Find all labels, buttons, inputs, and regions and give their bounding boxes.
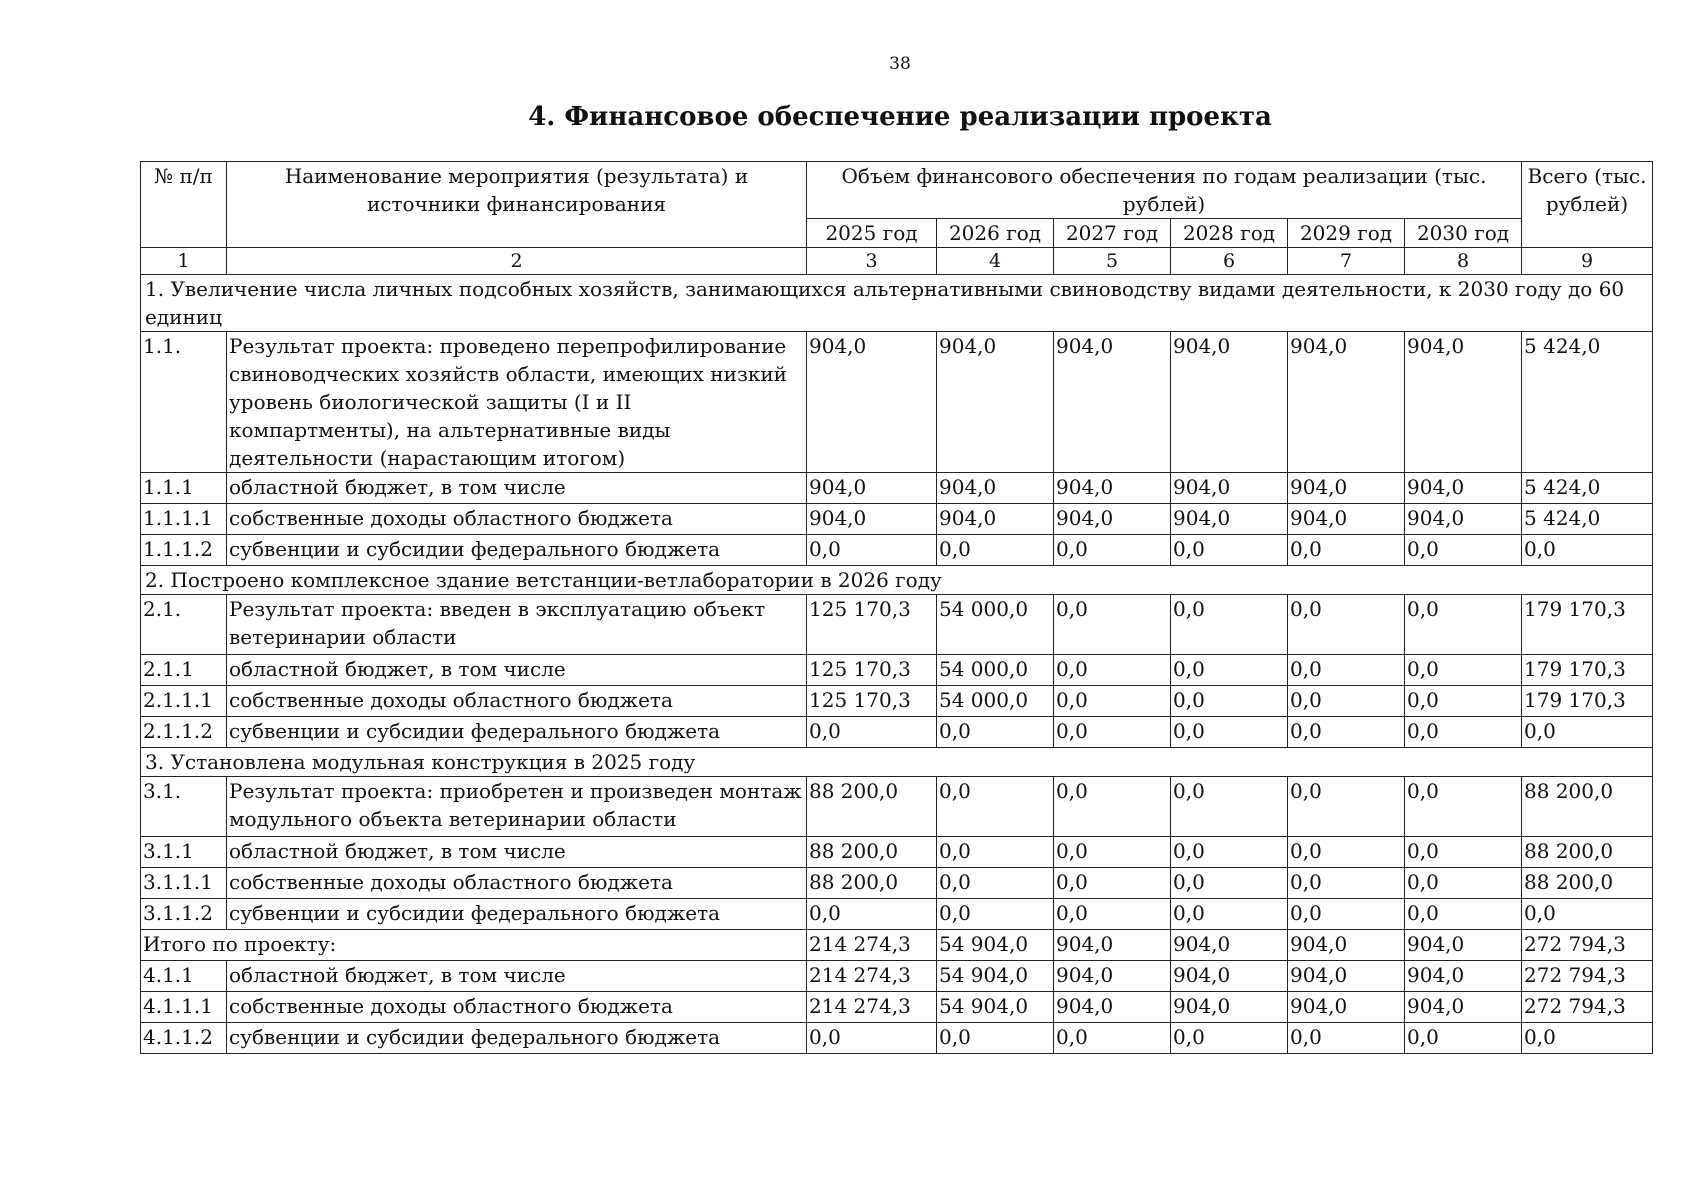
table-row <box>141 1023 1653 1054</box>
value-cell: 88 200,0 <box>807 837 937 868</box>
section-title: 1. Увеличение числа личных подсобных хозяйств, занимающихся альтернативными свиноводству видами деятельности, к 2030 году до 60 единиц <box>141 275 1653 332</box>
value-cell: 0,0 <box>1405 868 1522 899</box>
value-cell: 0,0 <box>1171 535 1288 566</box>
header-name: Наименование мероприятия (результата) и источники финансирования <box>227 162 807 248</box>
header-year: 2027 год <box>1054 219 1171 248</box>
value-cell: 0,0 <box>1288 837 1405 868</box>
value-cell: 0,0 <box>1405 655 1522 686</box>
table-row <box>141 777 1653 837</box>
value-cell: 904,0 <box>937 332 1054 473</box>
header-year: 2028 год <box>1171 219 1288 248</box>
value-cell: 904,0 <box>1405 504 1522 535</box>
value-cell: 0,0 <box>1405 777 1522 837</box>
value-cell: 904,0 <box>1288 332 1405 473</box>
row-num: 2.1.1 <box>141 655 227 686</box>
value-cell: 54 000,0 <box>937 655 1054 686</box>
value-cell: 904,0 <box>1054 332 1171 473</box>
value-cell: 904,0 <box>1405 930 1522 961</box>
value-cell: 0,0 <box>1171 1023 1288 1054</box>
value-cell: 0,0 <box>1054 837 1171 868</box>
total-cell: 88 200,0 <box>1522 777 1653 837</box>
value-cell: 0,0 <box>1171 686 1288 717</box>
value-cell: 0,0 <box>1288 868 1405 899</box>
value-cell: 0,0 <box>1288 777 1405 837</box>
value-cell: 0,0 <box>1171 899 1288 930</box>
row-name: Результат проекта: введен в эксплуатацию объект ветеринарии области <box>227 595 807 655</box>
value-cell: 904,0 <box>937 504 1054 535</box>
value-cell: 0,0 <box>1054 868 1171 899</box>
value-cell: 0,0 <box>1171 777 1288 837</box>
value-cell: 0,0 <box>1054 899 1171 930</box>
value-cell: 0,0 <box>937 717 1054 748</box>
value-cell: 0,0 <box>1405 595 1522 655</box>
value-cell: 0,0 <box>937 837 1054 868</box>
col-number: 7 <box>1288 248 1405 275</box>
value-cell: 904,0 <box>1171 930 1288 961</box>
row-name: собственные доходы областного бюджета <box>227 504 807 535</box>
value-cell: 125 170,3 <box>807 686 937 717</box>
table-row <box>141 992 1653 1023</box>
total-cell: 272 794,3 <box>1522 992 1653 1023</box>
value-cell: 0,0 <box>937 777 1054 837</box>
value-cell: 0,0 <box>1054 777 1171 837</box>
page-title: 4. Финансовое обеспечение реализации проекта <box>528 102 1272 132</box>
value-cell: 0,0 <box>937 899 1054 930</box>
value-cell: 904,0 <box>1288 473 1405 504</box>
row-num: 3.1.1.2 <box>141 899 227 930</box>
value-cell: 88 200,0 <box>807 868 937 899</box>
value-cell: 214 274,3 <box>807 930 937 961</box>
total-cell: 5 424,0 <box>1522 504 1653 535</box>
row-num: 2.1. <box>141 595 227 655</box>
value-cell: 88 200,0 <box>807 777 937 837</box>
header-year: 2025 год <box>807 219 937 248</box>
value-cell: 214 274,3 <box>807 992 937 1023</box>
row-num: 1.1.1.2 <box>141 535 227 566</box>
value-cell: 0,0 <box>1288 595 1405 655</box>
table-row <box>141 655 1653 686</box>
value-cell: 54 904,0 <box>937 992 1054 1023</box>
value-cell: 0,0 <box>1288 655 1405 686</box>
total-cell: 272 794,3 <box>1522 961 1653 992</box>
value-cell: 0,0 <box>1405 535 1522 566</box>
row-name: субвенции и субсидии федерального бюджета <box>227 717 807 748</box>
value-cell: 904,0 <box>1054 961 1171 992</box>
value-cell: 904,0 <box>807 504 937 535</box>
total-cell: 179 170,3 <box>1522 686 1653 717</box>
value-cell: 904,0 <box>807 332 937 473</box>
total-cell: 88 200,0 <box>1522 868 1653 899</box>
row-name: субвенции и субсидии федерального бюджета <box>227 535 807 566</box>
value-cell: 904,0 <box>807 473 937 504</box>
value-cell: 904,0 <box>1288 992 1405 1023</box>
row-name: Результат проекта: приобретен и произведен монтаж модульного объекта ветеринарии области <box>227 777 807 837</box>
value-cell: 0,0 <box>1288 899 1405 930</box>
value-cell: 0,0 <box>1405 717 1522 748</box>
value-cell: 0,0 <box>1054 655 1171 686</box>
value-cell: 904,0 <box>1171 332 1288 473</box>
value-cell: 0,0 <box>1288 1023 1405 1054</box>
value-cell: 904,0 <box>1054 504 1171 535</box>
row-name: субвенции и субсидии федерального бюджета <box>227 899 807 930</box>
total-cell: 272 794,3 <box>1522 930 1653 961</box>
col-number: 4 <box>937 248 1054 275</box>
row-name: областной бюджет, в том числе <box>227 961 807 992</box>
value-cell: 904,0 <box>1288 961 1405 992</box>
row-num: 2.1.1.1 <box>141 686 227 717</box>
table-row <box>141 717 1653 748</box>
value-cell: 54 904,0 <box>937 961 1054 992</box>
value-cell: 54 000,0 <box>937 686 1054 717</box>
value-cell: 54 904,0 <box>937 930 1054 961</box>
value-cell: 904,0 <box>1054 992 1171 1023</box>
header-volume: Объем финансового обеспечения по годам реализации (тыс. рублей) <box>807 162 1522 219</box>
total-row <box>141 930 1653 961</box>
table-row <box>141 837 1653 868</box>
row-name: областной бюджет, в том числе <box>227 655 807 686</box>
col-number: 2 <box>227 248 807 275</box>
row-num: 3.1.1 <box>141 837 227 868</box>
value-cell: 0,0 <box>1054 686 1171 717</box>
total-cell: 0,0 <box>1522 717 1653 748</box>
value-cell: 904,0 <box>1405 473 1522 504</box>
header-year: 2026 год <box>937 219 1054 248</box>
row-num: 4.1.1 <box>141 961 227 992</box>
col-number: 6 <box>1171 248 1288 275</box>
value-cell: 0,0 <box>1054 717 1171 748</box>
value-cell: 0,0 <box>937 1023 1054 1054</box>
value-cell: 904,0 <box>1288 930 1405 961</box>
row-name: Результат проекта: проведено перепрофилирование свиноводческих хозяйств области, имеющих низкий уровень биологической защиты (I и II компартменты), на альтернативные виды деятельности (нарастающим итогом) <box>227 332 807 473</box>
section-title: 3. Установлена модульная конструкция в 2025 году <box>141 748 1653 777</box>
total-cell: 0,0 <box>1522 535 1653 566</box>
table-row <box>141 868 1653 899</box>
col-number: 9 <box>1522 248 1653 275</box>
value-cell: 904,0 <box>1171 961 1288 992</box>
value-cell: 0,0 <box>1054 1023 1171 1054</box>
row-num: 1.1.1 <box>141 473 227 504</box>
value-cell: 904,0 <box>937 473 1054 504</box>
header-total: Всего (тыс. рублей) <box>1522 162 1653 248</box>
row-num: 4.1.1.1 <box>141 992 227 1023</box>
row-num: 3.1.1.1 <box>141 868 227 899</box>
table-row <box>141 504 1653 535</box>
header-year: 2029 год <box>1288 219 1405 248</box>
value-cell: 904,0 <box>1171 473 1288 504</box>
page-number: 38 <box>889 54 911 74</box>
row-name: областной бюджет, в том числе <box>227 473 807 504</box>
row-name: собственные доходы областного бюджета <box>227 686 807 717</box>
table-row <box>141 899 1653 930</box>
value-cell: 0,0 <box>1171 595 1288 655</box>
value-cell: 0,0 <box>807 1023 937 1054</box>
value-cell: 0,0 <box>1171 717 1288 748</box>
value-cell: 904,0 <box>1171 504 1288 535</box>
total-cell: 5 424,0 <box>1522 332 1653 473</box>
table-row <box>141 332 1653 473</box>
table-row <box>141 686 1653 717</box>
row-num: 4.1.1.2 <box>141 1023 227 1054</box>
row-num: 2.1.1.2 <box>141 717 227 748</box>
value-cell: 904,0 <box>1054 473 1171 504</box>
value-cell: 0,0 <box>807 535 937 566</box>
value-cell: 0,0 <box>807 717 937 748</box>
value-cell: 0,0 <box>1054 595 1171 655</box>
value-cell: 0,0 <box>1288 535 1405 566</box>
table-row <box>141 473 1653 504</box>
value-cell: 0,0 <box>1405 1023 1522 1054</box>
value-cell: 0,0 <box>937 535 1054 566</box>
value-cell: 0,0 <box>1171 837 1288 868</box>
value-cell: 904,0 <box>1405 992 1522 1023</box>
value-cell: 0,0 <box>937 868 1054 899</box>
total-cell: 88 200,0 <box>1522 837 1653 868</box>
value-cell: 0,0 <box>1288 717 1405 748</box>
row-name: областной бюджет, в том числе <box>227 837 807 868</box>
total-cell: 0,0 <box>1522 1023 1653 1054</box>
table-row <box>141 535 1653 566</box>
value-cell: 125 170,3 <box>807 655 937 686</box>
value-cell: 0,0 <box>1405 837 1522 868</box>
header-year: 2030 год <box>1405 219 1522 248</box>
value-cell: 54 000,0 <box>937 595 1054 655</box>
value-cell: 214 274,3 <box>807 961 937 992</box>
value-cell: 904,0 <box>1288 504 1405 535</box>
section-title: 2. Построено комплексное здание ветстанции-ветлаборатории в 2026 году <box>141 566 1653 595</box>
row-name: собственные доходы областного бюджета <box>227 992 807 1023</box>
table-row <box>141 595 1653 655</box>
total-label: Итого по проекту: <box>141 930 807 961</box>
col-number: 1 <box>141 248 227 275</box>
total-cell: 5 424,0 <box>1522 473 1653 504</box>
value-cell: 904,0 <box>1405 332 1522 473</box>
value-cell: 0,0 <box>1288 686 1405 717</box>
value-cell: 0,0 <box>1405 686 1522 717</box>
value-cell: 0,0 <box>1171 868 1288 899</box>
row-name: субвенции и субсидии федерального бюджета <box>227 1023 807 1054</box>
value-cell: 0,0 <box>1405 899 1522 930</box>
row-num: 1.1.1.1 <box>141 504 227 535</box>
col-number: 5 <box>1054 248 1171 275</box>
total-cell: 179 170,3 <box>1522 595 1653 655</box>
row-num: 1.1. <box>141 332 227 473</box>
value-cell: 0,0 <box>1171 655 1288 686</box>
value-cell: 0,0 <box>1054 535 1171 566</box>
financing-table <box>140 161 1653 1054</box>
value-cell: 904,0 <box>1171 992 1288 1023</box>
header-num: № п/п <box>141 162 227 248</box>
total-cell: 0,0 <box>1522 899 1653 930</box>
col-number: 3 <box>807 248 937 275</box>
row-num: 3.1. <box>141 777 227 837</box>
value-cell: 125 170,3 <box>807 595 937 655</box>
value-cell: 904,0 <box>1054 930 1171 961</box>
table-row <box>141 961 1653 992</box>
total-cell: 179 170,3 <box>1522 655 1653 686</box>
value-cell: 0,0 <box>807 899 937 930</box>
row-name: собственные доходы областного бюджета <box>227 868 807 899</box>
col-number: 8 <box>1405 248 1522 275</box>
value-cell: 904,0 <box>1405 961 1522 992</box>
